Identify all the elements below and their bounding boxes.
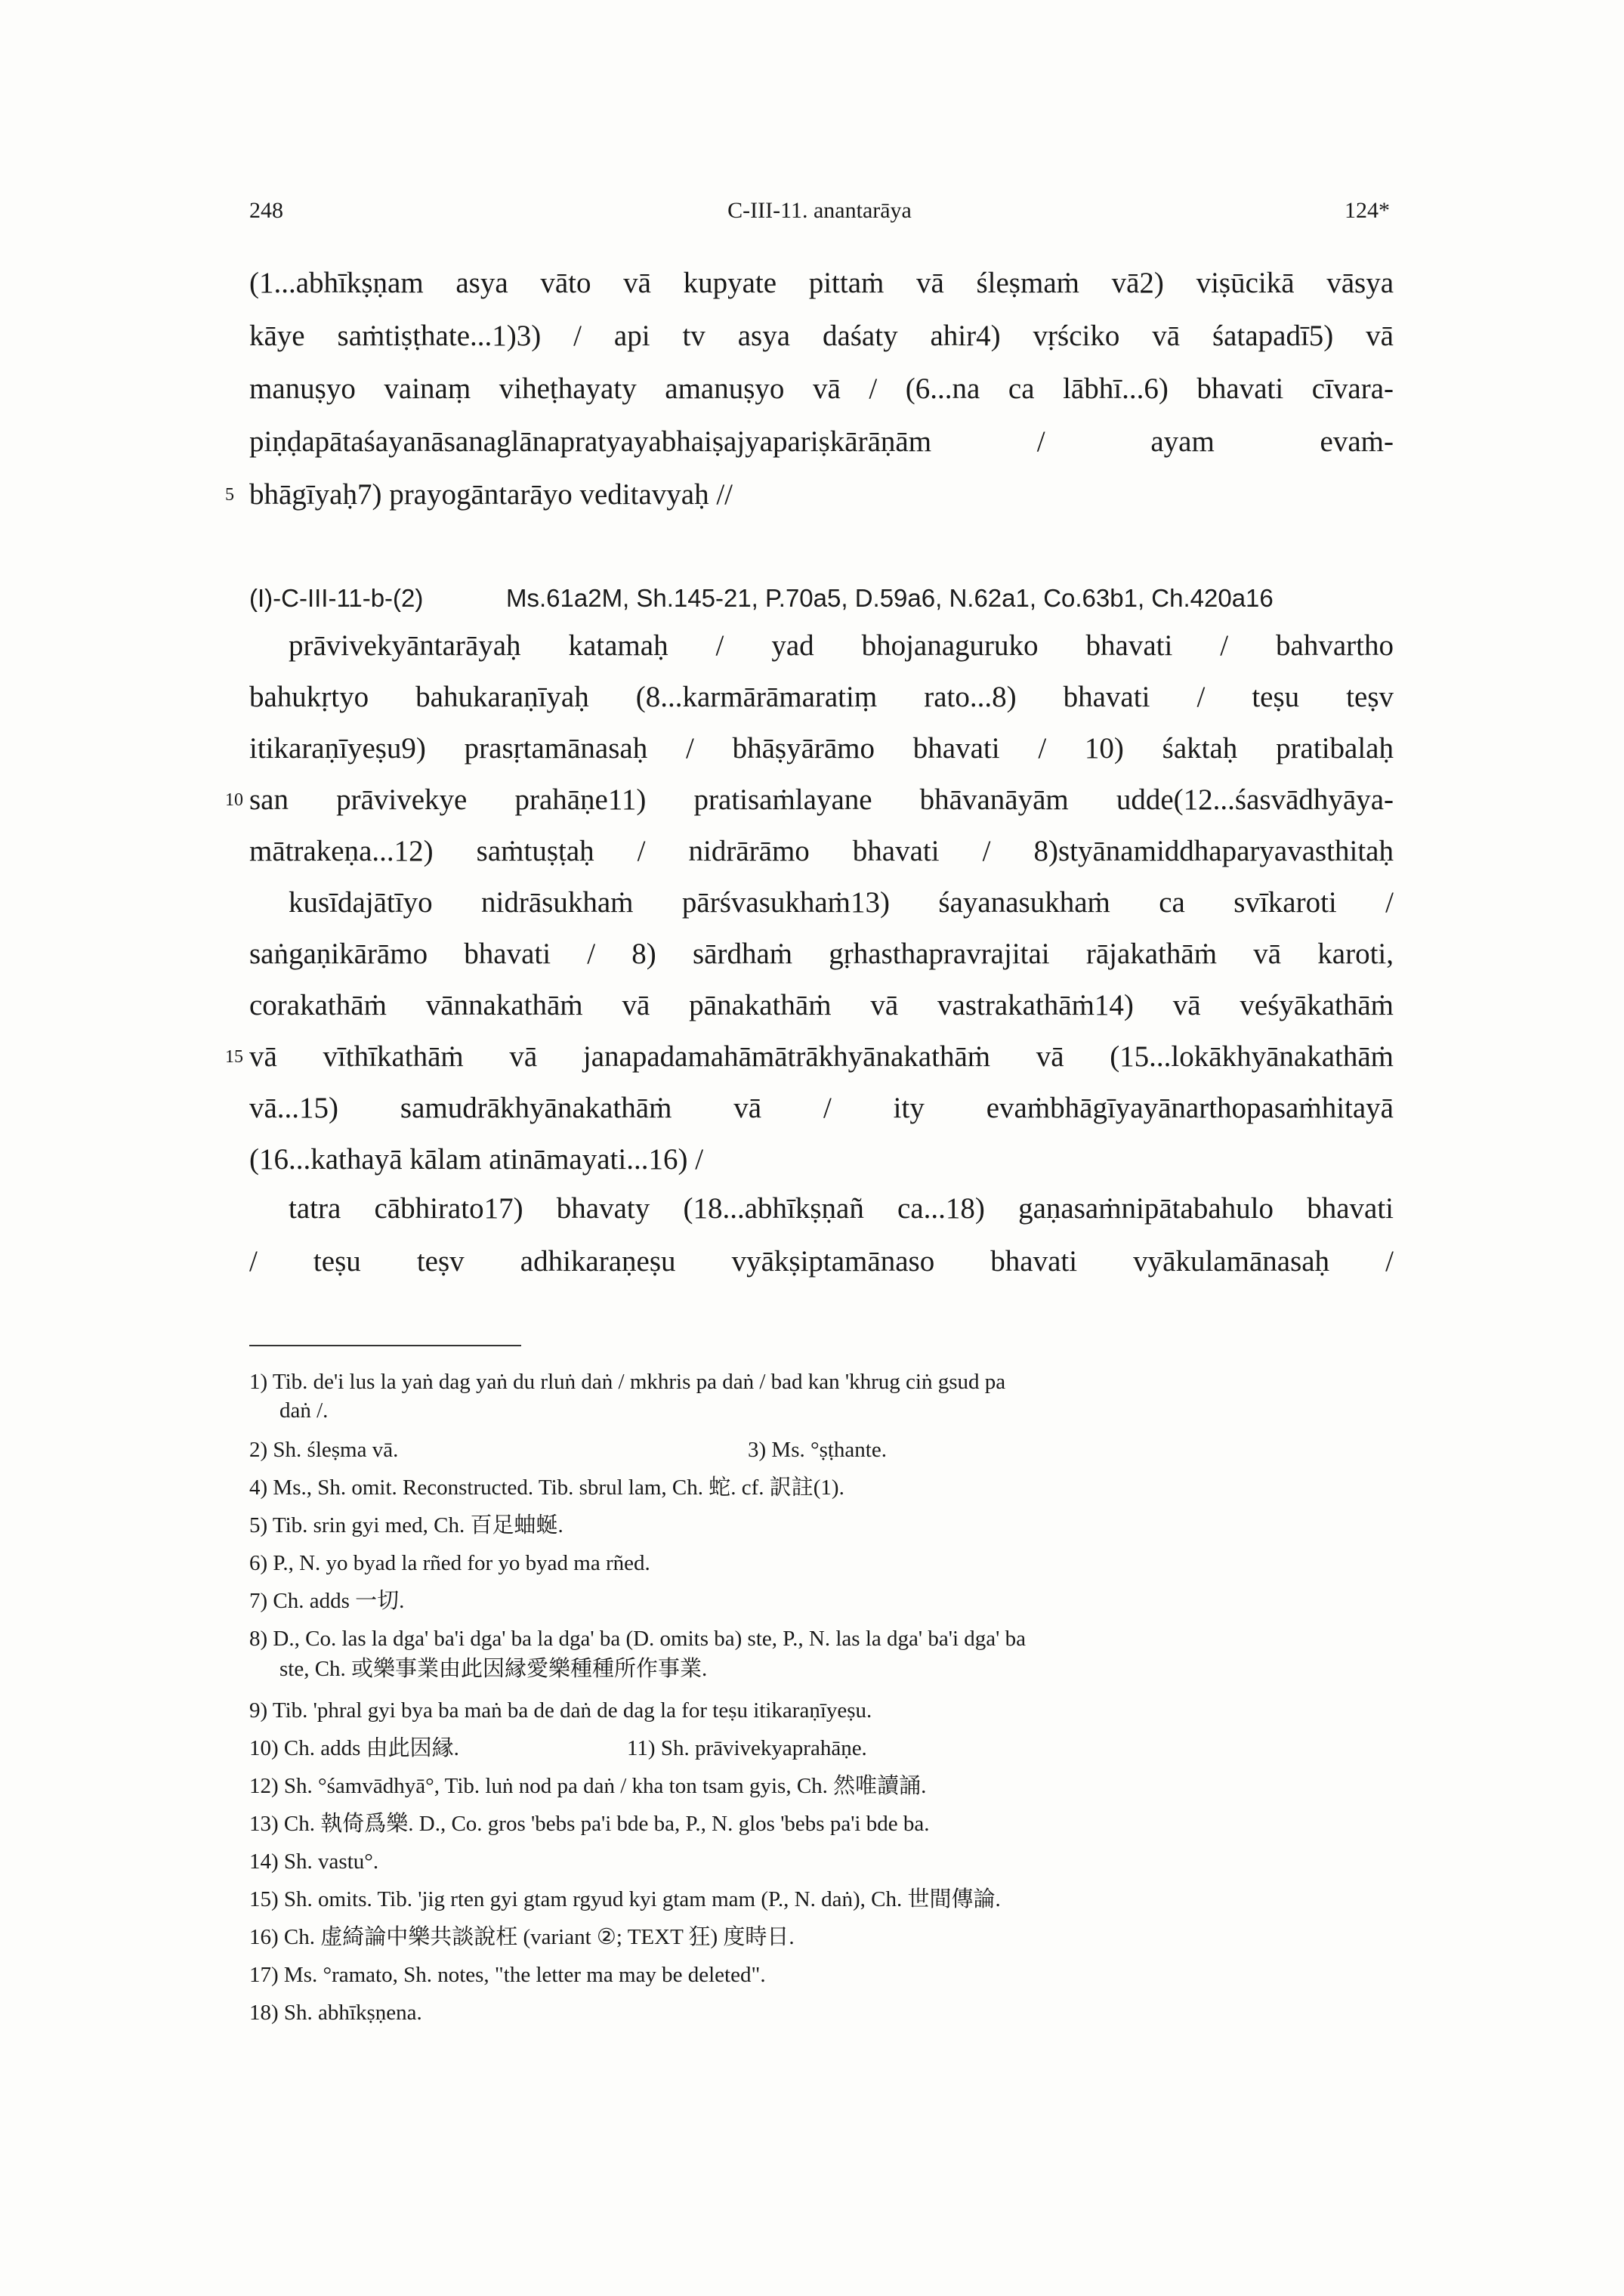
text-line: mātrakeṇa...12) saṁtuṣṭaḥ / nidrārāmo bhavati / 8)styānamiddhaparyavasthitaḥ [249,835,1394,867]
section-title: C-III-11. anantarāya [727,198,912,223]
running-header [249,198,1390,228]
footnote: 6) P., N. yo byad la rñed for yo byad ma rñed. [249,1551,650,1575]
footnote-continuation: ste, Ch. 或樂事業由此因縁愛樂種種所作事業. [279,1657,708,1681]
text-line: manuṣyo vainaṃ viheṭhayaty amanuṣyo vā / (6...na ca lābhī...6) bhavati cīvara- [249,372,1394,405]
footnote: 2) Sh. śleṣma vā. [249,1438,399,1462]
manuscript-sources: Ms.61a2M, Sh.145-21, P.70a5, D.59a6, N.62a1, Co.63b1, Ch.420a16 [506,584,1274,612]
footnote: 1) Tib. de'i lus la yaṅ dag yaṅ du rluṅ daṅ / mkhris pa daṅ / bad kan 'khrug ciṅ gsud pa [249,1370,1006,1394]
text-line: prāvivekyāntarāyaḥ katamaḥ / yad bhojanaguruko bhavati / bahvartho [289,629,1394,662]
text-line: vā...15) samudrākhyānakathāṁ vā / ity evaṁbhāgīyayānarthopasaṁhitayā [249,1092,1394,1124]
line-number: 15 [225,1047,243,1067]
footnote: 7) Ch. adds 一切. [249,1589,405,1613]
text-line: itikaraṇīyeṣu9) prasṛtamānasaḥ / bhāṣyārāmo bhavati / 10) śaktaḥ pratibalaḥ [249,732,1394,765]
text-line: (16...kathayā kālam atināmayati...16) / [249,1143,704,1176]
footnote: 16) Ch. 虚綺論中樂共談說枉 (variant ②; TEXT 狂) 度時日. [249,1925,795,1949]
footnote: 8) D., Co. las la dga' ba'i dga' ba la dga' ba (D. omits ba) ste, P., N. las la dga' ba'i dga' ba [249,1627,1026,1651]
line-number: 10 [225,790,243,810]
text-line-content: san prāvivekye prahāṇe11) pratisaṁlayane bhāvanāyām udde(12...śasvādhyāya- [249,783,1394,816]
text-line-content: vā vīthīkathāṁ vā janapadamahāmātrākhyānakathāṁ vā (15...lokākhyānakathāṁ [249,1040,1394,1073]
footnote: 11) Sh. prāvivekyaprahāṇe. [627,1736,867,1760]
text-line: kusīdajātīyo nidrāsukhaṁ pārśvasukhaṁ13) śayanasukhaṁ ca svīkaroti / [289,886,1394,919]
footnote: 4) Ms., Sh. omit. Reconstructed. Tib. sbrul lam, Ch. 蛇. cf. 訳註(1). [249,1476,844,1500]
line-number: 5 [225,485,234,505]
footnote-continuation: daṅ /. [279,1398,329,1423]
footnote: 17) Ms. °ramato, Sh. notes, "the letter ma may be deleted". [249,1963,766,1987]
text-line [225,1034,1394,1080]
folio-number: 124* [1345,198,1390,223]
text-line [225,777,1394,823]
footnote: 18) Sh. abhīkṣṇena. [249,2001,422,2025]
footnote-row [249,1734,1382,1763]
footnote: 9) Tib. 'phral gyi bya ba maṅ ba de daṅ de dag la for teṣu itikaraṇīyeṣu. [249,1698,872,1723]
text-line [225,472,1394,518]
footnote-row [249,1435,1382,1464]
footnote-rule [249,1345,521,1346]
text-line: (1...abhīkṣṇam asya vāto vā kupyate pittaṁ vā śleṣmaṁ vā2) viṣūcikā vāsya [249,267,1394,299]
text-line: / teṣu teṣv adhikaraṇeṣu vyākṣiptamānaso bhavati vyākulamānasaḥ / [249,1245,1394,1278]
footnote: 13) Ch. 執倚爲樂. D., Co. gros 'bebs pa'i bde ba, P., N. glos 'bebs pa'i bde ba. [249,1812,930,1836]
text-line: corakathāṁ vānnakathāṁ vā pānakathāṁ vā vastrakathāṁ14) vā veśyākathāṁ [249,989,1394,1021]
page-number: 248 [249,198,283,223]
footnote: 10) Ch. adds 由此因縁. [249,1736,459,1760]
footnote: 3) Ms. °ṣṭhante. [748,1438,887,1462]
footnote: 15) Sh. omits. Tib. 'jig rten gyi gtam rgyud kyi gtam mam (P., N. daṅ), Ch. 世間傳論. [249,1887,1001,1911]
section-reference [249,579,1394,617]
text-line: piṇḍapātaśayanāsanaglānapratyayabhaiṣajyapariṣkārāṇām / ayam evaṁ- [249,425,1394,458]
text-line: bahukṛtyo bahukaraṇīyaḥ (8...karmārāmaratiṃ rato...8) bhavati / teṣu teṣv [249,681,1394,713]
section-id: (I)-C-III-11-b-(2) [249,584,424,612]
text-line: tatra cābhirato17) bhavaty (18...abhīkṣṇañ ca...18) gaṇasaṁnipātabahulo bhavati [289,1192,1394,1225]
footnote: 14) Sh. vastu°. [249,1849,379,1874]
text-line: kāye saṁtiṣṭhate...1)3) / api tv asya daśaty ahir4) vṛściko vā śatapadī5) vā [249,320,1394,352]
footnote: 12) Sh. °śamvādhyā°, Tib. luṅ nod pa daṅ / kha ton tsam gyis, Ch. 然唯讀誦. [249,1774,927,1798]
footnote: 5) Tib. srin gyi med, Ch. 百足蚰蜒. [249,1513,563,1537]
text-line-content: bhāgīyaḥ7) prayogāntarāyo veditavyaḥ // [249,478,733,511]
text-line: saṅgaṇikārāmo bhavati / 8) sārdhaṁ gṛhasthapravrajitai rājakathāṁ vā karoti, [249,938,1394,970]
